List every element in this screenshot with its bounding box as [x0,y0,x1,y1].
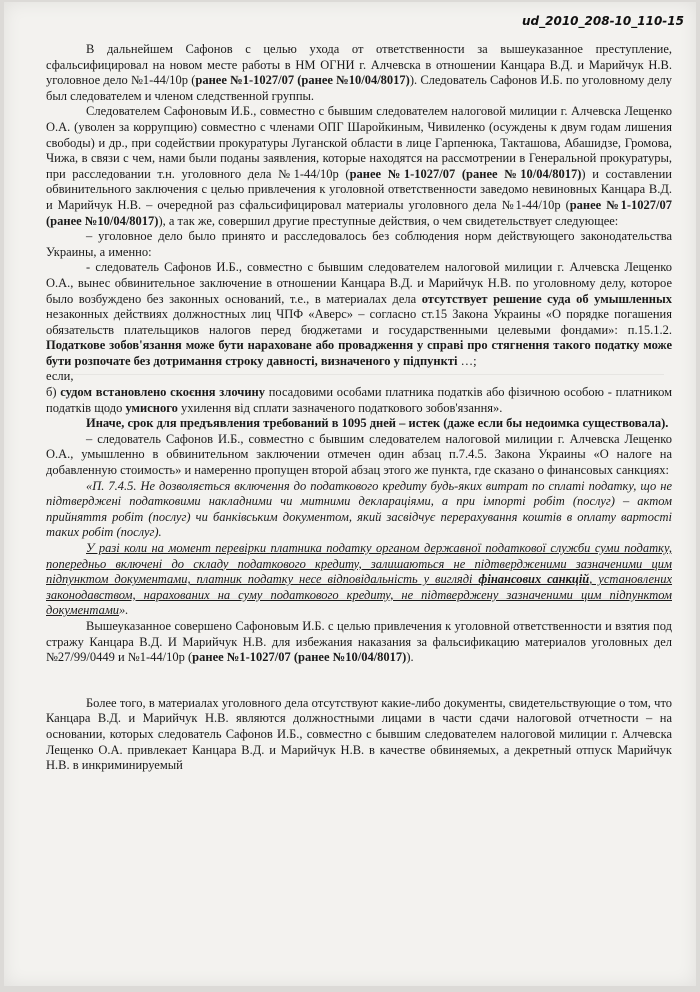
paragraph [46,619,672,666]
document-body [46,42,672,774]
paragraph [46,416,672,432]
paragraph [46,696,672,774]
paragraph [46,479,672,541]
text-run: Иначе, срок для предъявления требований в 1095 дней – истек (даже если бы недоимка существовала). [86,416,669,431]
document-id: ud_2010_208-10_110-15 [522,14,684,28]
text-run: судом встановлено скоєння злочину [60,385,265,400]
paragraph [46,369,672,385]
text-run: – уголовное дело было принято и расследовалось без соблюдения норм действующего законодательства Украины, а именно: [46,229,672,259]
text-run: ранее №1-1027/07 (ранее №10/04/8017) [349,166,582,181]
text-run: фінансових санкцій [478,572,590,587]
text-run: ). [406,650,414,665]
text-run: «П. 7.4.5. Не дозволяється включення до податкового кредиту будь-яких витрат по сплаті податку, що не підтверджені податковими накладними чи митними деклараціями, а при імпорті робіт (послуг) – актом прийняття робіт (послуг) чи банківським документом, який засвідчує перерахування коштів в оплату вартості таких робіт (послуг). [46,478,672,540]
paragraph [46,260,672,369]
text-run: ранее №1-1027/07 (ранее №10/04/8017) [195,73,410,88]
text-run: посадовими особами платника податків або фізичною особою - платником податків щодо [46,385,672,415]
document-page [4,2,696,986]
text-run: б) [46,385,61,400]
paragraph [46,104,672,229]
paragraph [46,229,672,260]
text-run: ранее №1-1027/07 (ранее №10/04/8017) [192,650,407,665]
text-run: ). Следователь Сафонов И.Б. по уголовному делу был следователем и членом следственной группы. [46,73,672,103]
paragraph [46,385,672,416]
text-run: В дальнейшем Сафонов с целью ухода от ответственности за вышеуказанное преступление, сфальсифицировал на новом месте работы в НМ ОГНИ г. Алчевска в отношении Канцара В.Д. и Марийчук Н.В. уголовное дело №1-44/10р ( [46,42,672,88]
paragraph [46,432,672,479]
text-run: , установлених законодавством, нарахованих на суму податкового кредиту, не підтверджену зазначеними цим підпунктом документами [46,572,673,618]
text-run: ) и составлении обвинительного заключения с целью привлечения к уголовной ответственности заведомо невиновных Канцара В.Д. и Марийчук Н.В. – очередной раз сфальсифицировал материалы уголовного дела №1-44/10р ( [46,166,672,212]
paragraph [46,541,672,619]
text-run: ранее №1-1027/07 (ранее №10/04/8017) [46,197,672,228]
paragraph [46,42,672,104]
text-run: Податкове зобов'язання може бути нараховане або провадження у справі про стягнення такого податку може бути розпочате без дотримання строку давності, визначеного у підпункті [46,338,672,368]
text-run: У разі коли на момент перевірки платника податку органом державної податкової служби суми податку, попередньо включені до складу податкового кредиту, залишаються не підтвердженими зазначеними цим підпунктом документами, платник податку несе відповідальність у вигляді [46,541,672,587]
text-run: …; [457,353,477,368]
text-run: ». [119,603,129,618]
text-run: ухилення від сплати зазначеного податкового зобов'язання». [177,400,503,415]
text-run: Более того, в материалах уголовного дела отсутствуют какие-либо документы, свидетельствующие о том, что Канцара В.Д. и Марийчук Н.В. являются должностными лицами в части сдачи налоговой отчетности – на основании, которых следователь Сафонов И.Б., совместно с бывшим следователем налоговой милиции г. Алчевска Лещенко О.А. привлекает Канцара В.Д. и Марийчук Н.В. в качестве обвиняемых, а декретный отпуск Марийчук Н.В. в инкриминируемый [46,695,672,773]
text-run: - следователь Сафонов И.Б., совместно с бывшим следователем налоговой милиции г. Алчевска Лещенко О.А., вынес обвинительное заключение в отношении Канцара В.Д. и Марийчук Н.В. по уголовному делу, которое было возбуждено без законных оснований, т.е., в материалах дела [46,260,672,306]
text-run: отсутствует решение суда об умышленных [421,291,672,306]
text-run: умисного [125,400,178,415]
text-run: Следователем Сафоновым И.Б., совместно с бывшим следователем налоговой милиции г. Алчевска Лещенко О.А. (уволен за коррупцию) совместно с членами ОПГ Шаройкиным, Чивиленко (осуждены к двум годам лишения свободы) и др., при содействии прокуратуры Луганской области в лице Гарпенюка, Такташова, Абашидзе, Громова, Чижа, в связи с чем, нами были поданы заявления, которые находятся на рассмотрении в Генеральной прокуратуры, при расследовании т.н. уголовного дела №1-44/10р ( [46,104,672,181]
text-run: – следователь Сафонов И.Б., совместно с бывшим следователем налоговой милиции г. Алчевска Лещенко О.А., умышленно в обвинительном заключении отмечен один абзац п.7.4.5. Закона Украины «О налоге на добавленную стоимость» и намеренно пропущен второй абзац этого же пункта, где сказано о финансовых санкциях: [46,431,672,478]
text-run: незаконных действиях должностных лиц ЧПФ «Аверс» – согласно ст.15 Закона Украины «О порядке погашения обязательств плательщиков налогов перед бюджетами и государственными целевыми фондами»: п.15.1.2. [46,307,672,337]
text-run: ), а так же, совершил другие преступные действия, о чем свидетельствует следующее: [158,213,619,228]
text-run: если, [46,369,74,384]
text-run: Вышеуказанное совершено Сафоновым И.Б. с целью привлечения к уголовной ответственности и взятия под стражу Канцара В.Д. И Марийчук Н.В. для избежания наказания за фальсификацию материалов уголовных дел №27/99/0449 и №1-44/10р ( [46,618,672,665]
